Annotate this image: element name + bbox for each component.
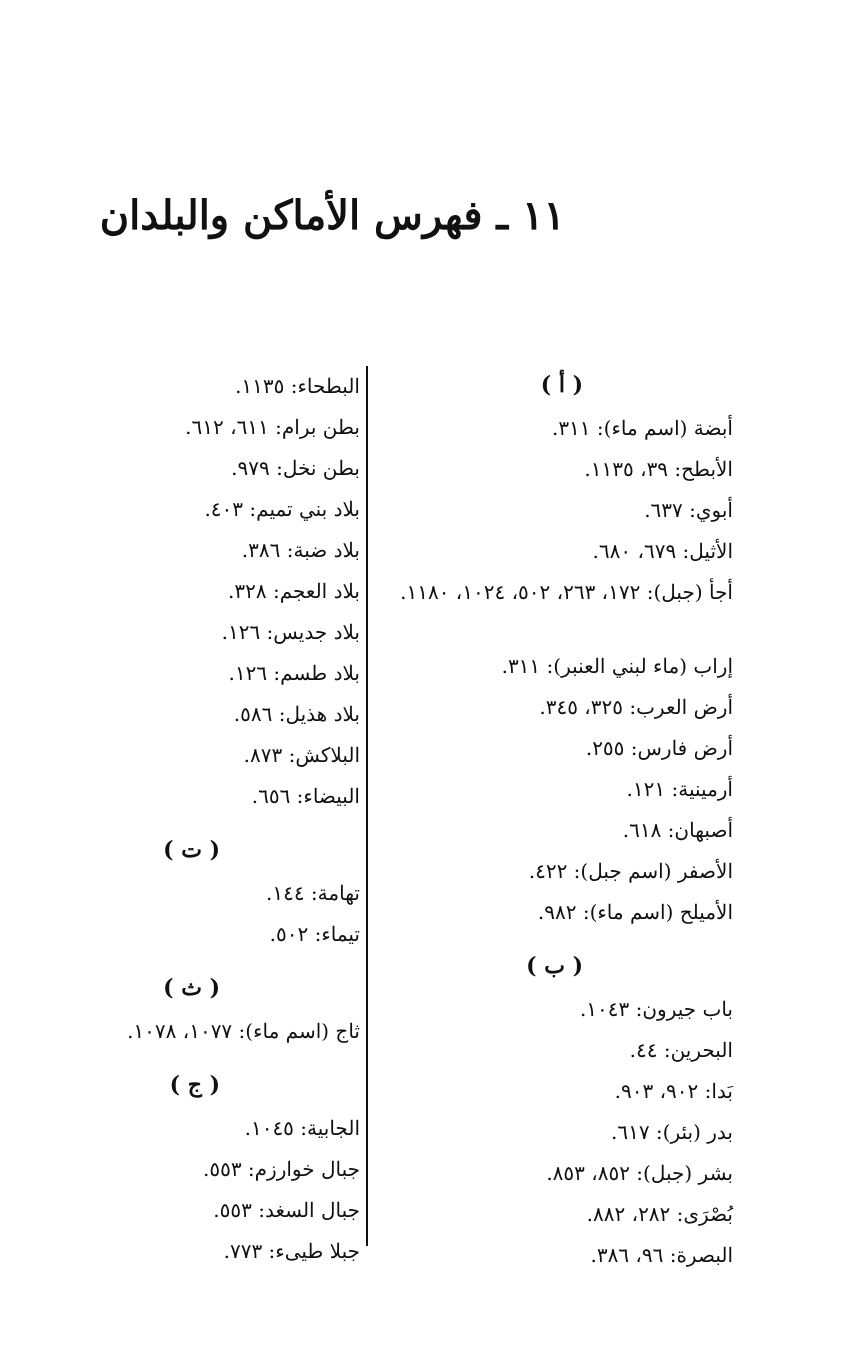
- index-entry: الجابية: ١٠٤٥.: [244, 1116, 360, 1140]
- index-entry: البصرة: ٩٦، ٣٨٦.: [590, 1243, 733, 1267]
- index-entry: جبال خوارزم: ٥٥٣.: [202, 1157, 360, 1181]
- section-heading-jim: ( ج ): [169, 1072, 220, 1098]
- index-entry: بُصْرَى: ٢٨٢، ٨٨٢.: [586, 1202, 733, 1226]
- index-entry: الأبطح: ٣٩، ١١٣٥.: [584, 457, 733, 481]
- index-entry: إراب (ماء لبني العنبر): ٣١١.: [501, 654, 733, 678]
- index-entry: أرض العرب: ٣٢٥، ٣٤٥.: [539, 695, 733, 719]
- index-entry: بَدا: ٩٠٢، ٩٠٣.: [614, 1079, 733, 1103]
- index-entry: ثاج (اسم ماء): ١٠٧٧، ١٠٧٨.: [127, 1019, 360, 1043]
- index-entry: بلاد جديس: ١٢٦.: [221, 620, 360, 644]
- index-entry: تهامة: ١٤٤.: [265, 881, 360, 905]
- index-entry: البحرين: ٤٤.: [629, 1038, 733, 1062]
- index-entry: تيماء: ٥٠٢.: [269, 922, 360, 946]
- section-heading-ta: ( ت ): [163, 837, 220, 863]
- index-entry: بطن نخل: ٩٧٩.: [231, 456, 360, 480]
- index-entry: البلاكش: ٨٧٣.: [243, 743, 360, 767]
- index-entry: أجأ (جبل): ١٧٢، ٢٦٣، ٥٠٢، ١٠٢٤، ١١٨٠.: [400, 580, 733, 604]
- index-entry: أبضة (اسم ماء): ٣١١.: [551, 416, 733, 440]
- index-entry: أرض فارس: ٢٥٥.: [585, 736, 733, 760]
- index-column-left: [60, 366, 360, 1272]
- index-entry: أرمينية: ١٢١.: [626, 777, 733, 801]
- index-entry: بلاد بني تميم: ٤٠٣.: [204, 497, 360, 521]
- index-entry: بلاد ضبة: ٣٨٦.: [241, 538, 360, 562]
- index-column-right: [373, 366, 733, 1276]
- section-heading-ba: ( ب ): [526, 953, 583, 979]
- index-entry: بلاد طسم: ١٢٦.: [228, 661, 360, 685]
- section-gap: [60, 817, 360, 831]
- section-gap: [60, 955, 360, 969]
- index-entry: أبوي: ٦٣٧.: [644, 498, 733, 522]
- column-divider: [366, 366, 368, 1246]
- index-entry: البيضاء: ٦٥٦.: [251, 784, 360, 808]
- index-entry: بطن برام: ٦١١، ٦١٢.: [185, 415, 360, 439]
- section-gap: [373, 933, 733, 947]
- index-entry: بلاد العجم: ٣٢٨.: [228, 579, 360, 603]
- index-entry: البطحاء: ١١٣٥.: [235, 374, 360, 398]
- index-entry: جبلا طيىء: ٧٧٣.: [223, 1239, 360, 1263]
- section-heading-alif: ( أ ): [540, 372, 583, 398]
- index-entry: باب جيرون: ١٠٤٣.: [579, 997, 733, 1021]
- page-title: ١١ ـ فهرس الأماكن والبلدان: [99, 192, 565, 239]
- index-entry: الأثيل: ٦٧٩، ٦٨٠.: [592, 539, 733, 563]
- index-entry: الأميلح (اسم ماء): ٩٨٢.: [537, 900, 733, 924]
- index-entry: أصبهان: ٦١٨.: [622, 818, 733, 842]
- index-entry: بلاد هذيل: ٥٨٦.: [233, 702, 360, 726]
- index-entry: جبال السغد: ٥٥٣.: [213, 1198, 360, 1222]
- section-gap: [60, 1052, 360, 1066]
- index-entry: بدر (بئر): ٦١٧.: [610, 1120, 733, 1144]
- section-heading-tha: ( ث ): [163, 975, 220, 1001]
- index-entry: بشر (جبل): ٨٥٢، ٨٥٣.: [546, 1161, 733, 1185]
- index-entry: الأصفر (اسم جبل): ٤٢٢.: [528, 859, 733, 883]
